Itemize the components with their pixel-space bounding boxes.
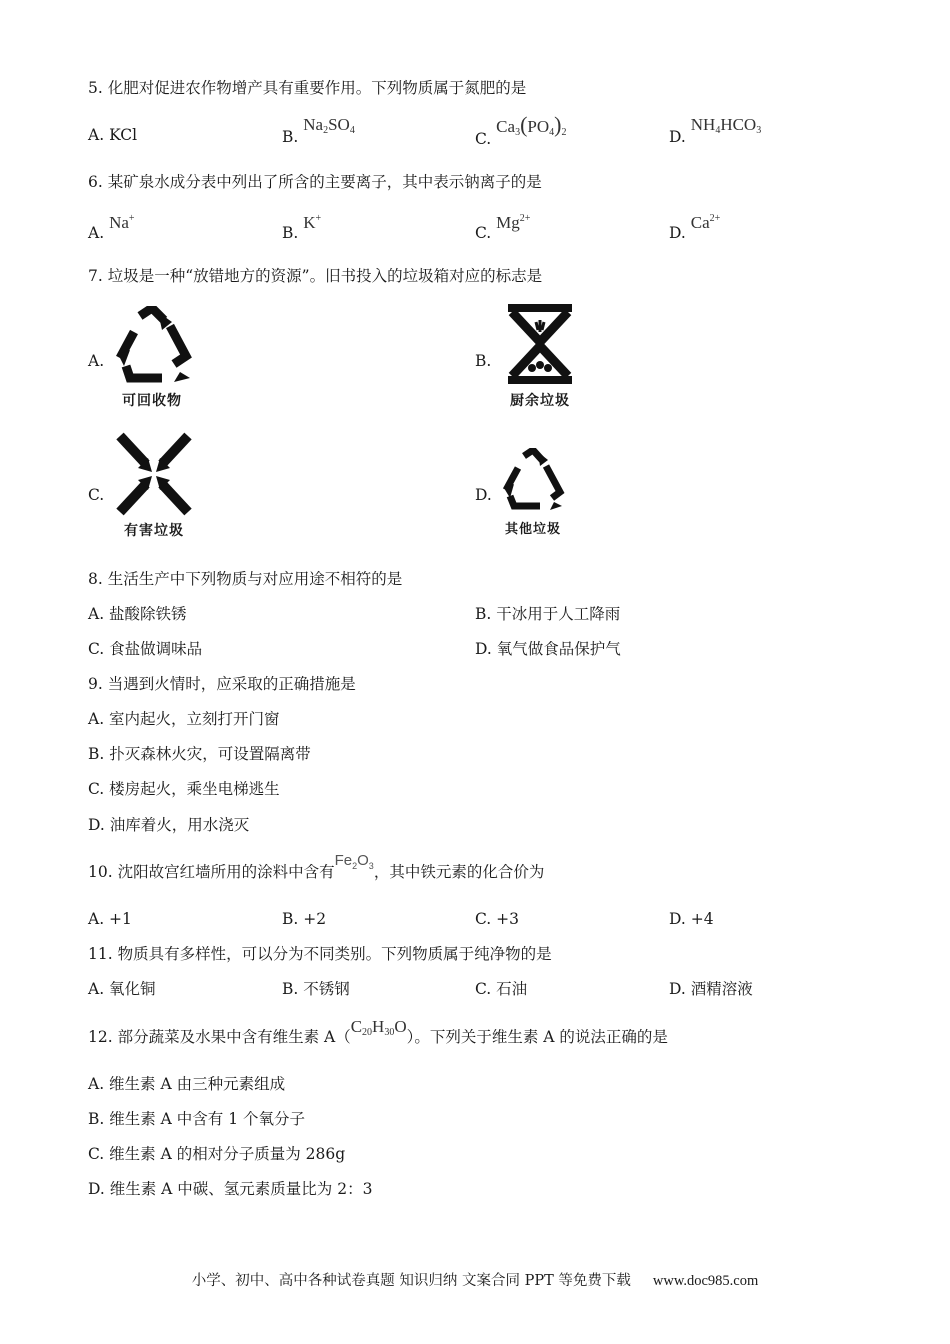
recycle-icon [110, 306, 194, 386]
footer-url[interactable]: www.doc985.com [652, 1273, 759, 1289]
q12-option-d[interactable]: D. 维生素 A 中碳、氢元素质量比为 2：3 [88, 1180, 373, 1198]
q7-option-b-label[interactable]: B. [475, 352, 492, 370]
hazardous-waste-symbol [112, 432, 196, 540]
footer-text: 小学、初中、高中各种试卷真题 知识归纳 文案合同 PPT 等免费下载 [191, 1273, 631, 1289]
q12-stem-post: ）。下列关于维生素 A 的说法正确的是 [406, 1028, 668, 1046]
q7-d-caption: 其他垃圾 [504, 522, 561, 537]
q9-option-b[interactable]: B. 扑灭森林火灾，可设置隔离带 [88, 745, 311, 763]
q7-option-a-label[interactable]: A. [88, 352, 105, 370]
q9-option-d[interactable]: D. 油库着火，用水浇灭 [88, 816, 250, 834]
q5-option-d-label: D. [669, 128, 686, 146]
recyclable-symbol [110, 306, 194, 410]
q10-option-d[interactable]: D. +4 [669, 910, 714, 928]
q12-option-a[interactable]: A. 维生素 A 由三种元素组成 [88, 1075, 286, 1093]
triangle-recycle-icon [500, 448, 566, 514]
q11-option-a[interactable]: A. 氧化铜 [88, 980, 156, 998]
q10-option-a[interactable]: A. +1 [88, 910, 132, 928]
q6-option-c-label: C. [475, 224, 492, 242]
q6-option-a-label: A. [88, 224, 105, 242]
q7-c-caption: 有害垃圾 [124, 523, 184, 539]
q8-option-b[interactable]: B. 干冰用于人工降雨 [475, 605, 621, 623]
q7-option-d-label[interactable]: D. [475, 486, 492, 504]
q5-option-d-formula: $NH_4HCO_3$ [690, 115, 762, 136]
q10-option-c[interactable]: C. +3 [475, 910, 520, 928]
q10-formula: $Fe_2O_3$ [334, 852, 374, 871]
q12-stem [88, 1017, 668, 1054]
q6-option-a-formula: Na+ [109, 213, 135, 232]
q5-option-a[interactable] [88, 124, 137, 146]
q11-option-d[interactable]: D. 酒精溶液 [669, 980, 753, 998]
q12-stem-pre: 12. 部分蔬菜及水果中含有维生素 A（ [88, 1028, 351, 1046]
q8-stem: 8. 生活生产中下列物质与对应用途不相符的是 [88, 570, 403, 588]
q5-option-a-text: KCl [109, 126, 138, 144]
q10-stem [88, 852, 545, 889]
q6-option-a[interactable] [88, 208, 135, 242]
q10-option-b[interactable]: B. +2 [282, 910, 327, 928]
q12-option-b[interactable]: B. 维生素 A 中含有 1 个氧分子 [88, 1110, 306, 1128]
q5-option-b-formula: $Na_2SO_4$ [303, 115, 355, 136]
q6-option-b[interactable] [282, 208, 322, 242]
q5-option-d[interactable] [669, 114, 762, 146]
q11-stem: 11. 物质具有多样性，可以分为不同类别。下列物质属于纯净物的是 [88, 945, 552, 963]
q8-option-a[interactable]: A. 盐酸除铁锈 [88, 605, 187, 623]
other-waste-symbol [500, 448, 566, 537]
q11-option-b[interactable]: B. 不锈钢 [282, 980, 350, 998]
q6-stem: 6. 某矿泉水成分表中列出了所含的主要离子，其中表示钠离子的是 [88, 173, 542, 191]
q9-stem: 9. 当遇到火情时，应采取的正确措施是 [88, 675, 356, 693]
q9-option-a[interactable]: A. 室内起火，立刻打开门窗 [88, 710, 280, 728]
q8-option-c[interactable]: C. 食盐做调味品 [88, 640, 203, 658]
q6-option-d-label: D. [669, 224, 686, 242]
q10-stem-post: ，其中铁元素的化合价为 [373, 863, 545, 881]
q8-option-d[interactable]: D. 氧气做食品保护气 [475, 640, 621, 658]
q6-option-b-label: B. [282, 224, 299, 242]
q7-option-c-label[interactable]: C. [88, 486, 105, 504]
q5-stem: 5. 化肥对促进农作物增产具有重要作用。下列物质属于氮肥的是 [88, 79, 527, 97]
q6-option-d[interactable] [669, 208, 721, 242]
q12-formula: $C_{20}H_{30}O$ [350, 1017, 407, 1038]
q6-option-b-formula: K+ [303, 213, 322, 232]
q6-option-c-formula: $Mg^{2+}$ [496, 213, 531, 232]
q12-option-c[interactable]: C. 维生素 A 的相对分子质量为 286g [88, 1145, 346, 1163]
q7-b-caption: 厨余垃圾 [510, 393, 570, 409]
q5-option-a-label: A. [88, 126, 105, 144]
q10-stem-pre: 10. 沈阳故宫红墙所用的涂料中含有 [88, 863, 335, 881]
q6-option-d-formula: $Ca^{2+}$ [690, 213, 721, 232]
kitchen-waste-symbol [498, 302, 582, 410]
q5-option-b[interactable] [282, 114, 355, 146]
q9-option-c[interactable]: C. 楼房起火，乘坐电梯逃生 [88, 780, 280, 798]
q5-option-c-formula: $Ca_3(PO_4)_2$ [496, 112, 567, 138]
q11-option-c[interactable]: C. 石油 [475, 980, 528, 998]
hazardous-waste-icon [112, 432, 196, 516]
q7-stem: 7. 垃圾是一种“放错地方的资源”。旧书投入的垃圾箱对应的标志是 [88, 267, 543, 285]
q6-option-c[interactable] [475, 208, 531, 242]
q5-option-b-label: B. [282, 128, 299, 146]
q5-option-c-label: C. [475, 130, 492, 148]
kitchen-waste-icon [498, 302, 582, 386]
page-footer [0, 1269, 950, 1290]
q5-option-c[interactable] [475, 112, 567, 148]
q7-a-caption: 可回收物 [122, 393, 182, 409]
